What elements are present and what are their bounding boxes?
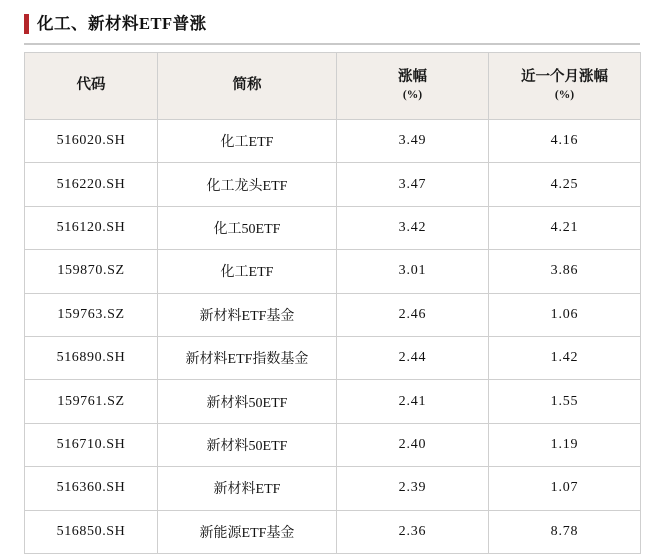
cell-code: 516890.SH: [25, 336, 158, 379]
cell-code: 159763.SZ: [25, 293, 158, 336]
cell-code: 516360.SH: [25, 467, 158, 510]
accent-bar: [24, 14, 29, 34]
cell-name: 化工龙头ETF: [158, 163, 337, 206]
table-row: [25, 423, 641, 466]
cell-code: 516850.SH: [25, 510, 158, 553]
cell-month-change: 4.16: [489, 120, 641, 163]
cell-code: 516120.SH: [25, 206, 158, 249]
cell-month-change: 1.42: [489, 336, 641, 379]
cell-code: 516220.SH: [25, 163, 158, 206]
table-row: [25, 163, 641, 206]
cell-name: 新材料50ETF: [158, 423, 337, 466]
page-title: [0, 0, 664, 34]
column-header-name-label: 简称: [232, 77, 262, 94]
cell-change: 2.44: [337, 336, 489, 379]
table-row: [25, 467, 641, 510]
column-header-name: [158, 53, 337, 120]
page-title-text: 化工、新材料ETF普涨: [37, 14, 207, 33]
cell-code: 516710.SH: [25, 423, 158, 466]
table-row: [25, 293, 641, 336]
cell-month-change: 1.06: [489, 293, 641, 336]
table-row: [25, 336, 641, 379]
cell-change: 3.42: [337, 206, 489, 249]
cell-month-change: 3.86: [489, 250, 641, 293]
cell-name: 新能源ETF基金: [158, 510, 337, 553]
column-header-change: [337, 53, 489, 120]
cell-month-change: 1.55: [489, 380, 641, 423]
cell-month-change: 4.25: [489, 163, 641, 206]
cell-code: 516020.SH: [25, 120, 158, 163]
cell-change: 3.47: [337, 163, 489, 206]
cell-name: 新材料ETF基金: [158, 293, 337, 336]
cell-month-change: 8.78: [489, 510, 641, 553]
cell-change: 3.49: [337, 120, 489, 163]
cell-month-change: 1.19: [489, 423, 641, 466]
title-divider: [24, 43, 640, 45]
etf-table-container: [24, 52, 640, 554]
table-header-row: [25, 53, 641, 120]
cell-change: 2.40: [337, 423, 489, 466]
column-header-month-change-unit: (%): [554, 89, 575, 102]
etf-table: [24, 52, 641, 554]
column-header-month-change: [489, 53, 641, 120]
table-row: [25, 380, 641, 423]
cell-name: 化工ETF: [158, 120, 337, 163]
column-header-change-unit: (%): [402, 89, 423, 102]
cell-name: 化工50ETF: [158, 206, 337, 249]
cell-name: 化工ETF: [158, 250, 337, 293]
cell-change: 2.36: [337, 510, 489, 553]
cell-name: 新材料50ETF: [158, 380, 337, 423]
cell-name: 新材料ETF: [158, 467, 337, 510]
table-row: [25, 510, 641, 553]
cell-month-change: 1.07: [489, 467, 641, 510]
cell-code: 159870.SZ: [25, 250, 158, 293]
column-header-month-change-label: 近一个月涨幅: [521, 69, 608, 86]
cell-code: 159761.SZ: [25, 380, 158, 423]
cell-change: 2.39: [337, 467, 489, 510]
column-header-change-label: 涨幅: [398, 69, 427, 86]
column-header-code-label: 代码: [76, 77, 106, 94]
table-row: [25, 120, 641, 163]
cell-month-change: 4.21: [489, 206, 641, 249]
cell-change: 2.41: [337, 380, 489, 423]
column-header-code: [25, 53, 158, 120]
cell-change: 3.01: [337, 250, 489, 293]
cell-name: 新材料ETF指数基金: [158, 336, 337, 379]
cell-change: 2.46: [337, 293, 489, 336]
table-row: [25, 206, 641, 249]
table-row: [25, 250, 641, 293]
